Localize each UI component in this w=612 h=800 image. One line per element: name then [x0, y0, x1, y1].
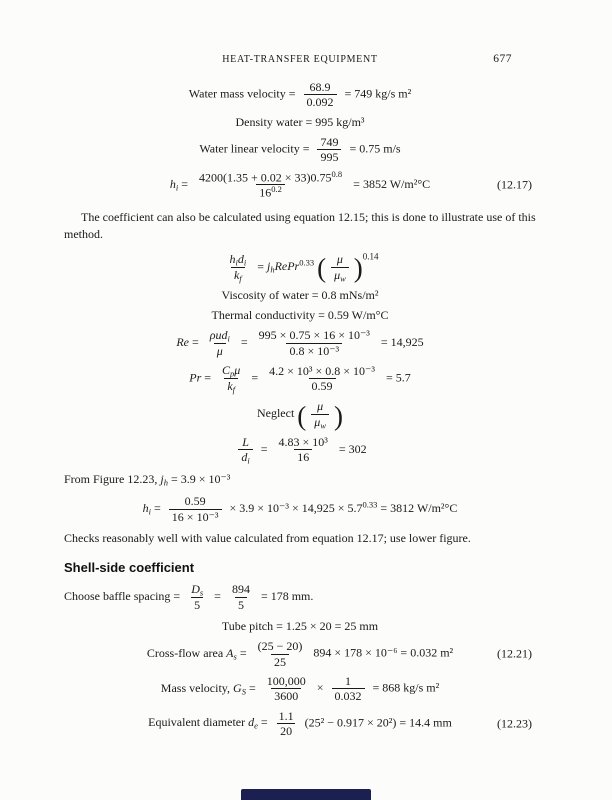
subscript: f: [239, 273, 242, 284]
var-mu-w: μ: [334, 267, 341, 282]
var-mu-w: μ: [314, 414, 321, 429]
label: Equivalent diameter: [148, 715, 249, 730]
var-d: d: [241, 450, 248, 465]
equation-number: (12.23): [497, 716, 532, 731]
var-k: k: [227, 379, 233, 394]
exponent: 0.33: [299, 257, 315, 268]
result: 894 × 178 × 10⁻⁶ = 0.032 m²: [313, 645, 454, 660]
numerator: 995 × 0.75 × 16 × 10⁻³: [258, 328, 370, 343]
exponent: 0.2: [271, 184, 282, 195]
label: Mass velocity,: [160, 680, 234, 695]
result: = 749 kg/s m²: [344, 86, 412, 101]
lhs: [176, 335, 201, 349]
denominator: 16 × 10⁻³: [169, 509, 222, 524]
result: = 178 mm.: [260, 588, 314, 603]
eq-hi-3812: [64, 494, 536, 524]
eq-12-15: [64, 252, 536, 283]
var-mu: μ: [317, 399, 324, 414]
equals-sign: =: [151, 500, 164, 515]
var-c: C: [222, 363, 231, 378]
value: = 3.9 × 10⁻³: [167, 472, 231, 487]
open-paren: (: [317, 253, 327, 284]
numerator: 4.2 × 10³ × 0.8 × 10⁻³: [269, 363, 375, 378]
var-j: j: [266, 259, 271, 274]
fraction: [266, 364, 378, 394]
lhs: [148, 715, 271, 729]
line-conductivity: [64, 308, 536, 323]
subscript: i: [227, 333, 230, 344]
line-checks: Checks reasonably well with value calculated from equation 12.17; use lower figure.: [64, 530, 471, 545]
denominator: 0.59: [309, 378, 336, 393]
exponent: 0.33: [362, 499, 378, 510]
line-density-water: [64, 115, 536, 130]
text: Viscosity of water = 0.8 mNs/m²: [221, 287, 379, 302]
equals-sign: =: [240, 334, 251, 349]
fraction: [304, 80, 337, 110]
denominator: 0.8 × 10⁻³: [286, 343, 342, 358]
denominator: 5: [235, 597, 247, 612]
label: Choose baffle spacing =: [64, 588, 181, 603]
fraction: [169, 494, 222, 524]
equals-sign: =: [214, 588, 224, 603]
var-pr: Pr: [189, 370, 202, 385]
line-viscosity: [64, 288, 536, 303]
text: Tube pitch = 1.25 × 20 = 25 mm: [221, 619, 379, 634]
numerator: [196, 170, 345, 185]
lhs: [147, 646, 250, 660]
eq-l-over-di: [64, 435, 536, 465]
equals-sign: =: [188, 334, 202, 349]
factors: × 3.9 × 10⁻³ × 14,925 × 5.7: [229, 500, 363, 515]
exponent: 0.8: [331, 168, 343, 179]
eq-prandtl: [64, 363, 536, 394]
var-g: G: [233, 680, 242, 695]
numerator: [219, 363, 243, 378]
fraction: [332, 674, 365, 704]
label: Neglect: [256, 406, 295, 421]
denominator: 5: [191, 597, 203, 612]
paragraph-method: The coefficient can also be calculated using equation 12.15; this is done to illustrate use of this method.: [64, 210, 536, 242]
subscript: i: [235, 257, 238, 268]
text: From Figure 12.23,: [64, 472, 161, 487]
var-mu: μ: [216, 343, 223, 358]
numerator: [207, 328, 233, 343]
var-d: d: [237, 251, 244, 266]
label: Cross-flow area: [146, 645, 227, 660]
subscript: h: [270, 264, 275, 275]
numerator: 1.1: [278, 708, 294, 723]
var-h: h: [229, 251, 236, 266]
close-paren: ): [353, 253, 363, 284]
numerator: 749: [320, 134, 339, 149]
subscript: s: [233, 651, 237, 662]
eq-equivalent-diameter: [64, 709, 536, 739]
result: = 3812 W/m²°C: [377, 500, 458, 515]
eq-water-linear-velocity: [64, 135, 536, 165]
lhs: [170, 177, 191, 191]
denominator: [214, 343, 226, 358]
lhs: [189, 371, 214, 385]
result: = 302: [338, 441, 367, 456]
fraction: [238, 435, 252, 465]
numerator: [226, 252, 249, 267]
numerator: (25 − 20): [257, 639, 303, 654]
equals-sign: =: [245, 680, 259, 695]
eq-reynolds: [64, 328, 536, 358]
line-from-figure: [64, 472, 536, 487]
fraction: [255, 639, 306, 669]
eq-mass-velocity: [64, 674, 536, 704]
denominator: 16: [294, 449, 312, 464]
var-ds: D: [191, 581, 200, 596]
denominator: [331, 267, 349, 283]
result: = 14,925: [380, 334, 424, 349]
var-d: d: [248, 715, 255, 730]
var-rho-u-d: ρud: [209, 327, 228, 342]
lhs: [161, 681, 259, 695]
rhs: [230, 501, 458, 515]
fraction: [256, 328, 373, 358]
numerator: [239, 435, 252, 449]
numerator: 1: [345, 674, 351, 689]
fraction: [276, 435, 331, 465]
numerator: 68.9: [309, 80, 331, 94]
numerator: [334, 252, 346, 266]
subscript: w: [320, 420, 326, 431]
result: = 868 kg/s m²: [372, 680, 440, 695]
numerator: 4.83 × 10³: [278, 435, 328, 450]
result: = 5.7: [385, 370, 411, 385]
subscript: h: [163, 477, 168, 488]
result: = 0.75 m/s: [349, 141, 401, 156]
equals-sign: =: [257, 259, 267, 274]
base: 16: [259, 185, 272, 200]
result: (25² − 0.917 × 20²) = 14.4 mm: [304, 715, 452, 730]
line-tube-pitch: [64, 619, 536, 634]
eq-hi-12-17: [64, 170, 536, 201]
var-re-pr: RePr: [274, 259, 300, 274]
numerator: 0.59: [184, 494, 206, 509]
fraction: [188, 582, 206, 612]
numerator: [314, 399, 326, 413]
subscript: w: [340, 273, 346, 284]
var-re: Re: [176, 334, 189, 349]
denominator: 0.032: [332, 688, 365, 703]
close-paren: ): [334, 400, 343, 431]
equals-sign: =: [201, 370, 215, 385]
denominator: [238, 449, 252, 465]
base: 4200(1.35 + 0.02 × 33)0.75: [199, 170, 332, 185]
numerator: 100,000: [266, 674, 306, 689]
eq-neglect: [64, 399, 536, 429]
denominator: [311, 414, 329, 430]
var-k: k: [233, 267, 240, 282]
subscript: i: [243, 257, 247, 268]
equals-sign: =: [178, 176, 192, 191]
text: Density water = 995 kg/m³: [235, 114, 365, 129]
equation-number: (12.21): [497, 646, 532, 661]
viscosity-ratio-fraction: [311, 399, 329, 429]
bottom-scan-bar: [241, 789, 371, 800]
exponent: 0.14: [362, 251, 379, 262]
fraction: [226, 252, 249, 283]
subscript: i: [247, 455, 250, 466]
fraction: [207, 328, 233, 358]
page-header: [64, 54, 536, 68]
open-paren: (: [297, 400, 307, 431]
numerator: 894: [231, 582, 250, 597]
equation-number: (12.17): [497, 177, 532, 192]
fraction: [276, 709, 297, 739]
page-number: 677: [493, 53, 512, 65]
fraction: [317, 135, 341, 165]
label: Water mass velocity =: [188, 86, 296, 101]
rhs-factors: [267, 259, 314, 273]
eq-cross-flow-area: [64, 639, 536, 669]
subscript: S: [241, 686, 246, 697]
subscript: i: [175, 182, 179, 193]
var-mu: μ: [234, 363, 241, 378]
equals-sign: =: [260, 441, 271, 456]
label: Water linear velocity =: [199, 141, 310, 156]
viscosity-ratio-fraction: [331, 252, 349, 282]
denominator: 25: [271, 654, 289, 669]
var-mu: μ: [336, 252, 343, 267]
denominator: 3600: [271, 688, 301, 703]
subscript: p: [230, 368, 235, 379]
denominator: 995: [317, 149, 341, 164]
var-a: A: [226, 645, 234, 660]
denominator: 0.092: [304, 94, 337, 109]
equals-sign: =: [236, 645, 250, 660]
subscript: i: [148, 506, 152, 517]
var-j: j: [160, 472, 164, 487]
running-header: HEAT-TRANSFER EQUIPMENT: [222, 54, 378, 65]
denominator: [224, 378, 238, 394]
fraction: [264, 674, 309, 704]
subscript: e: [254, 720, 258, 731]
fraction: [219, 363, 243, 394]
eq-baffle-spacing: [64, 582, 536, 612]
lhs: [143, 501, 164, 515]
var-h: h: [142, 500, 149, 515]
denominator: 20: [277, 723, 295, 738]
text: Thermal conductivity = 0.59 W/m°C: [211, 307, 389, 322]
eq-water-mass-velocity: [64, 80, 536, 110]
subscript: f: [232, 384, 236, 395]
numerator: [188, 582, 206, 597]
times-sign: ×: [316, 680, 324, 695]
var-h: h: [169, 176, 176, 191]
denominator: [256, 184, 285, 200]
fraction: [229, 582, 253, 612]
denominator: [231, 267, 245, 283]
var-l: L: [242, 434, 249, 449]
equals-sign: =: [251, 370, 262, 385]
fraction: [196, 170, 345, 201]
result: = 3852 W/m²°C: [353, 176, 431, 191]
subscript: s: [199, 587, 204, 598]
equals-sign: =: [257, 715, 271, 730]
section-heading-shell-side: Shell-side coefficient: [64, 559, 195, 575]
